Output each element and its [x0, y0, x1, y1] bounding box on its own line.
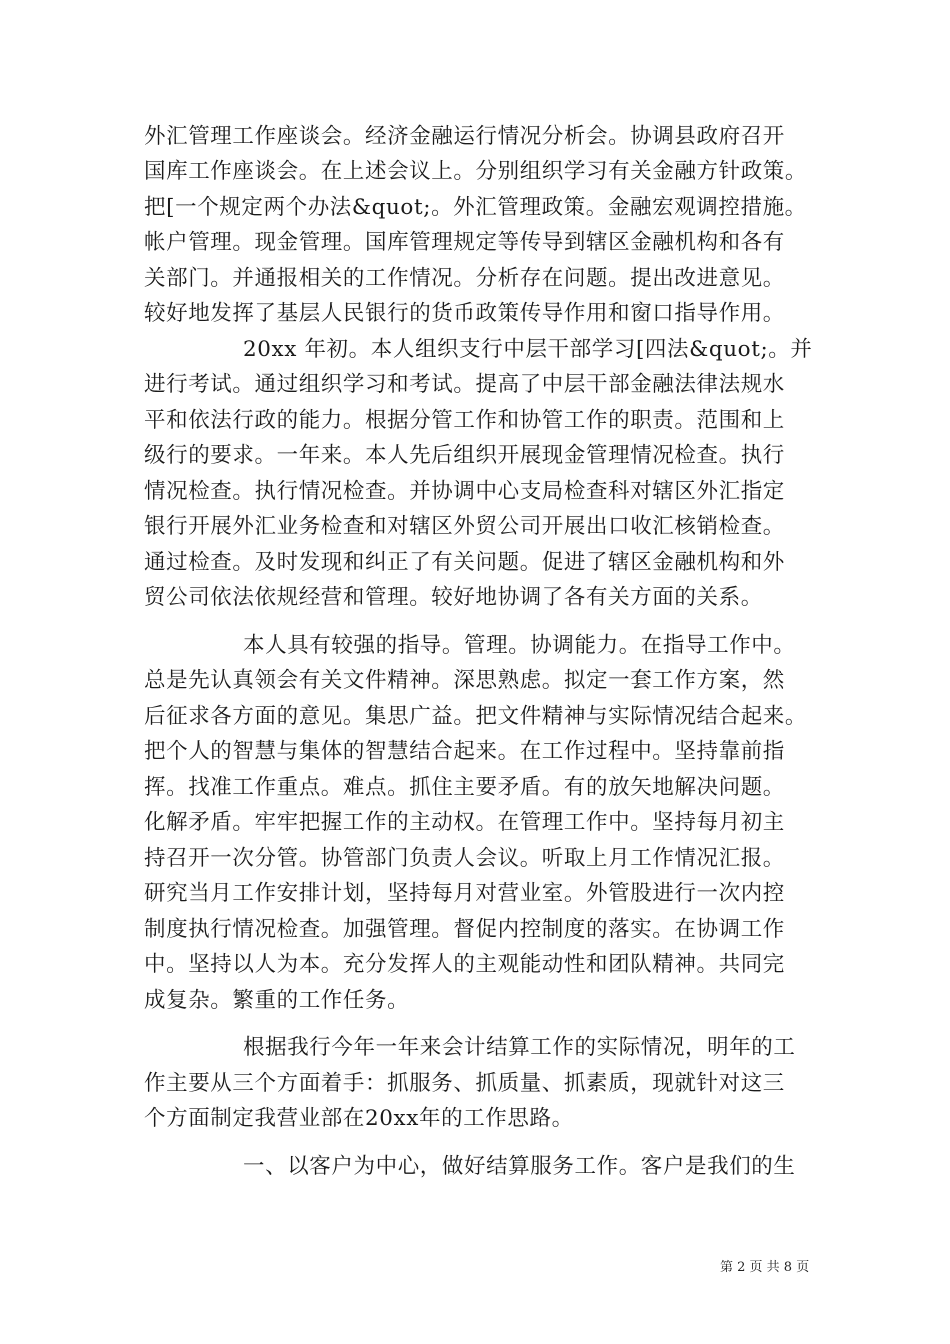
text-line: 作主要从三个方面着手：抓服务、抓质量、抓素质，现就针对这三 [144, 1071, 785, 1096]
paragraph-first-line: 根据我行今年一年来会计结算工作的实际情况，明年的工 [243, 1035, 796, 1060]
text-line: 把个人的智慧与集体的智慧结合起来。在工作过程中。坚持靠前指 [144, 739, 785, 764]
text-line: 化解矛盾。牢牢把握工作的主动权。在管理工作中。坚持每月初主 [144, 810, 785, 835]
text-line: 级行的要求。一年来。本人先后组织开展现金管理情况检查。执行 [144, 443, 785, 468]
text-line: 帐户管理。现金管理。国库管理规定等传导到辖区金融机构和各有 [144, 230, 785, 255]
text-line: 情况检查。执行情况检查。并协调中心支局检查科对辖区外汇指定 [144, 479, 785, 504]
text-line: 总是先认真领会有关文件精神。深思熟虑。拟定一套工作方案，然 [144, 668, 785, 693]
text-line: 制度执行情况检查。加强管理。督促内控制度的落实。在协调工作 [144, 917, 785, 942]
paragraph-first-line: 一、以客户为中心，做好结算服务工作。客户是我们的生 [243, 1154, 796, 1179]
text-line: 平和依法行政的能力。根据分管工作和协管工作的职责。范围和上 [144, 408, 785, 433]
text-line: 国库工作座谈会。在上述会议上。分别组织学习有关金融方针政策。 [144, 159, 808, 184]
text-line: 把[一个规定两个办法&quot;。外汇管理政策。金融宏观调控措施。 [144, 195, 807, 220]
text-line: 银行开展外汇业务检查和对辖区外贸公司开展出口收汇核销检查。 [144, 514, 785, 539]
text-line: 贸公司依法依规经营和管理。较好地协调了各有关方面的关系。 [144, 585, 763, 610]
text-line: 进行考试。通过组织学习和考试。提高了中层干部金融法律法规水 [144, 372, 785, 397]
text-line: 后征求各方面的意见。集思广益。把文件精神与实际情况结合起来。 [144, 704, 808, 729]
text-line: 挥。找准工作重点。难点。抓住主要矛盾。有的放矢地解决问题。 [144, 775, 785, 800]
paragraph-first-line: 本人具有较强的指导。管理。协调能力。在指导工作中。 [243, 633, 796, 658]
text-line: 个方面制定我营业部在20xx年的工作思路。 [144, 1106, 574, 1131]
text-line: 中。坚持以人为本。充分发挥人的主观能动性和团队精神。共同完 [144, 952, 785, 977]
paragraph-first-line: 20xx 年初。本人组织支行中层干部学习[四法&quot;。并 [243, 337, 813, 362]
text-line: 关部门。并通报相关的工作情况。分析存在问题。提出改进意见。 [144, 266, 785, 291]
text-line: 研究当月工作安排计划，坚持每月对营业室。外管股进行一次内控 [144, 881, 785, 906]
page-number-footer: 第 2 页 共 8 页 [720, 1260, 810, 1275]
text-line: 成复杂。繁重的工作任务。 [144, 988, 410, 1013]
text-line: 持召开一次分管。协管部门负责人会议。听取上月工作情况汇报。 [144, 846, 785, 871]
text-line: 外汇管理工作座谈会。经济金融运行情况分析会。协调县政府召开 [144, 124, 785, 149]
text-line: 较好地发挥了基层人民银行的货币政策传导作用和窗口指导作用。 [144, 301, 785, 326]
text-line: 通过检查。及时发现和纠正了有关问题。促进了辖区金融机构和外 [144, 550, 785, 575]
